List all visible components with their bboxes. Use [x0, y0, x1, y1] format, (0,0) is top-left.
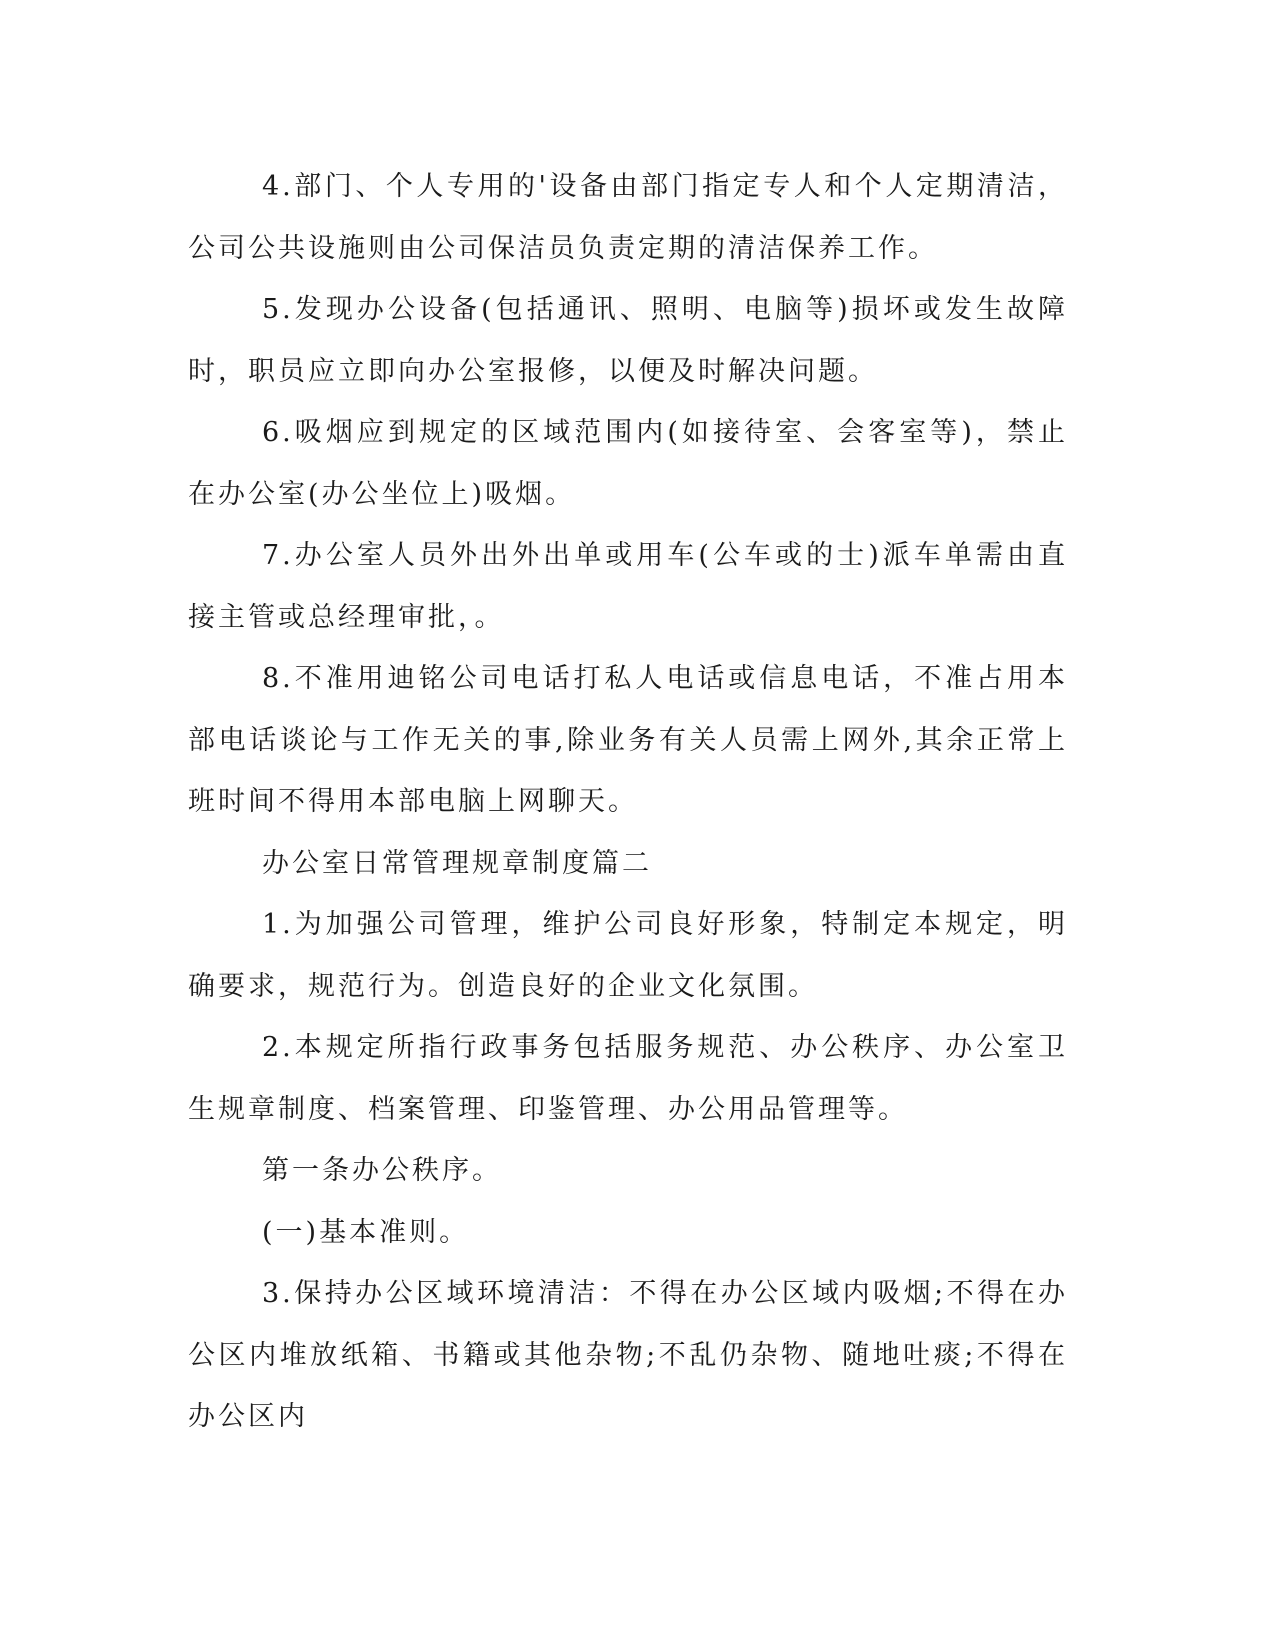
- paragraph-1-purpose: 1.为加强公司管理，维护公司良好形象，特制定本规定，明确要求，规范行为。创造良好的企业文化氛围。: [188, 909, 1068, 1002]
- subsection-basic-principles: (一)基本准则。: [262, 1216, 470, 1248]
- paragraph-5-equipment-repair: 5.发现办公设备(包括通讯、照明、电脑等)损坏或发生故障时，职员应立即向办公室报修，以便及时解决问题。: [188, 294, 1068, 387]
- document-body: [188, 156, 1068, 1448]
- paragraph-8-phone-internet-use: 8.不准用迪铭公司电话打私人电话或信息电话，不准占用本部电话谈论与工作无关的事,除业务有关人员需上网外,其余正常上班时间不得用本部电脑上网聊天。: [188, 663, 1068, 817]
- paragraph-3-cleanliness: 3.保持办公区域环境清洁：不得在办公区域内吸烟;不得在办公区内堆放纸箱、书籍或其他杂物;不乱仍杂物、随地吐痰;不得在办公区内: [188, 1278, 1068, 1432]
- section-heading-part-two: 办公室日常管理规章制度篇二: [262, 847, 652, 879]
- paragraph-4-equipment-cleaning: 4.部门、个人专用的'设备由部门指定专人和个人定期清洁，公司公共设施则由公司保洁员负责定期的清洁保养工作。: [188, 171, 1068, 264]
- paragraph-7-vehicle-approval: 7.办公室人员外出外出单或用车(公车或的士)派车单需由直接主管或总经理审批，。: [188, 540, 1068, 633]
- paragraph-6-smoking-rules: 6.吸烟应到规定的区域范围内(如接待室、会客室等)，禁止在办公室(办公坐位上)吸烟。: [188, 417, 1068, 510]
- article-1-office-order: 第一条办公秩序。: [262, 1155, 502, 1186]
- paragraph-2-scope: 2.本规定所指行政事务包括服务规范、办公秩序、办公室卫生规章制度、档案管理、印鉴管理、办公用品管理等。: [188, 1032, 1068, 1125]
